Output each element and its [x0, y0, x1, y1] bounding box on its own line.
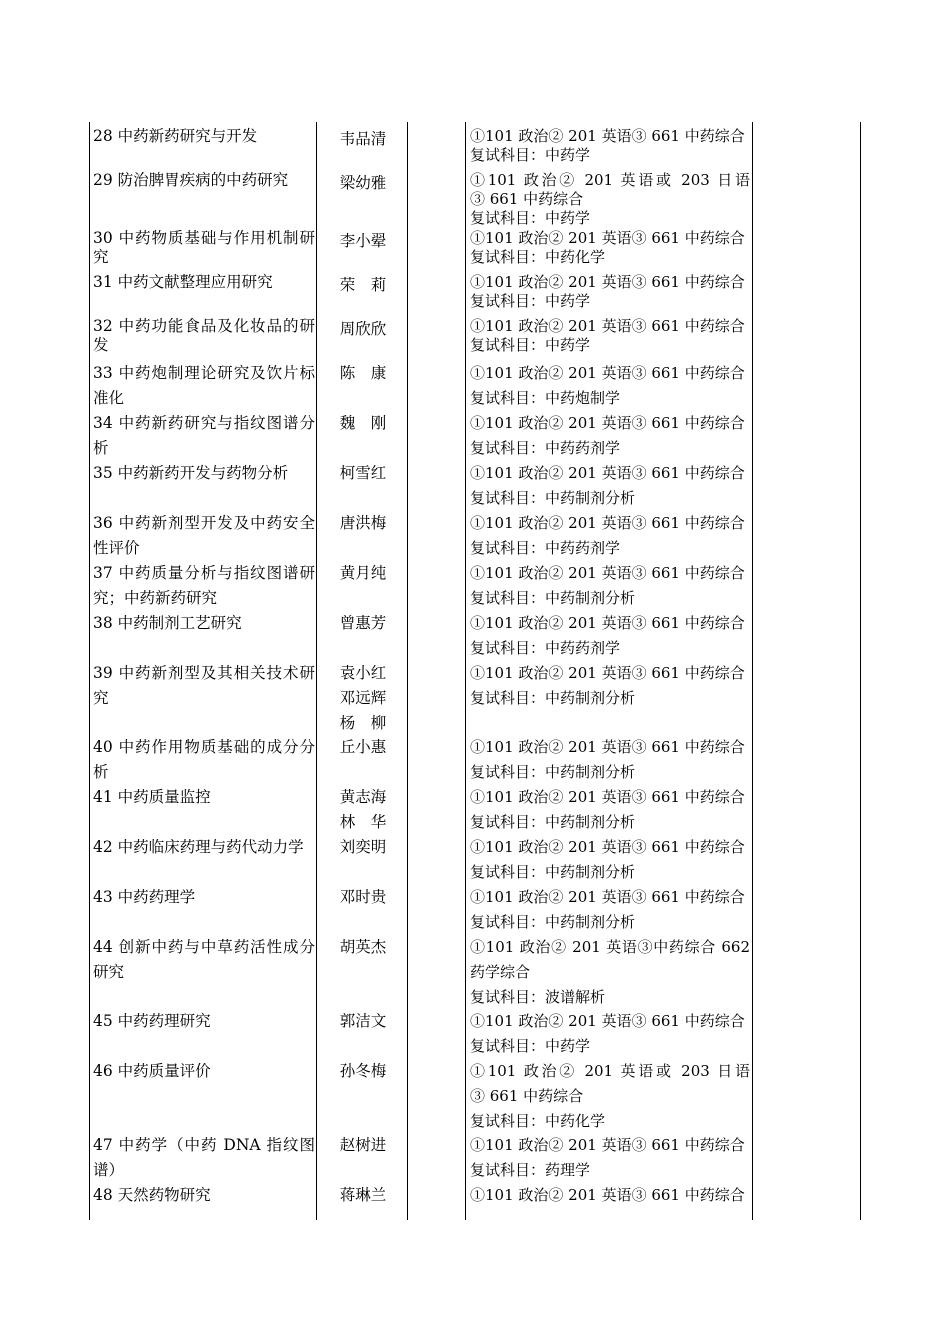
exam-subjects-cell — [470, 317, 750, 355]
retest-subject: 复试科目：中药制剂分析 — [470, 763, 636, 781]
tutor-name: 蒋琳兰 — [339, 1186, 387, 1204]
research-direction-cell: 31 中药文献整理应用研究 — [93, 273, 273, 291]
column-divider — [407, 122, 408, 1220]
research-direction-cell: 30 中药物质基础与作用机制研究 — [93, 229, 315, 266]
retest-subject: 复试科目：中药制剂分析 — [470, 913, 636, 931]
tutor-name: 刘奕明 — [339, 838, 387, 856]
retest-subject: 复试科目：中药学 — [470, 1037, 591, 1055]
exam-subjects-cell — [470, 511, 750, 561]
exam-line: ①101 政治② 201 英语③ 661 中药综合 — [470, 564, 745, 582]
research-direction-cell: 28 中药新药研究与开发 — [93, 127, 258, 145]
exam-line: ①101 政治② 201 英语③ 661 中药综合 — [470, 664, 745, 682]
tutor-name: 周欣欣 — [339, 320, 387, 338]
column-divider — [316, 122, 317, 1220]
tutor-cell — [337, 171, 393, 196]
tutor-name: 魏 刚 — [339, 414, 387, 432]
exam-line: ①101 政治② 201 英语③ 661 中药综合 — [470, 464, 745, 482]
exam-subjects-cell — [470, 935, 750, 1010]
tutor-name: 林 华 — [339, 813, 387, 831]
retest-subject: 复试科目：中药制剂分析 — [470, 689, 636, 707]
retest-subject: 复试科目：波谱解析 — [470, 988, 606, 1006]
tutor-name: 邓远辉 — [339, 689, 387, 707]
tutor-cell — [337, 127, 393, 152]
tutor-cell — [337, 1133, 393, 1158]
exam-subjects-cell — [470, 127, 750, 165]
tutor-cell — [337, 735, 393, 760]
exam-line: ①101 政治② 201 英语或 203 日语 — [470, 171, 750, 189]
retest-subject: 复试科目：中药学 — [470, 292, 591, 310]
exam-subjects-cell — [470, 411, 750, 461]
research-direction-cell: 48 天然药物研究 — [93, 1186, 211, 1204]
tutor-cell — [337, 461, 393, 486]
exam-line: ①101 政治② 201 英语③ 661 中药综合 — [470, 364, 745, 382]
exam-line: ①101 政治② 201 英语③ 661 中药综合 — [470, 514, 745, 532]
research-direction-cell: 44 创新中药与中草药活性成分研究 — [93, 938, 315, 981]
exam-subjects-cell — [470, 361, 750, 411]
tutor-cell — [337, 361, 393, 386]
tutor-cell — [337, 661, 393, 736]
tutor-name: 袁小红 — [339, 664, 387, 682]
tutor-cell — [337, 229, 393, 254]
exam-subjects-cell — [470, 1183, 750, 1208]
tutor-name: 唐洪梅 — [339, 514, 387, 532]
research-direction-cell: 40 中药作用物质基础的成分分析 — [93, 738, 315, 781]
tutor-name: 黄月纯 — [339, 564, 387, 582]
column-divider — [89, 122, 90, 1220]
research-direction-cell: 32 中药功能食品及化妆品的研发 — [93, 317, 315, 354]
exam-subjects-cell — [470, 561, 750, 611]
exam-line: ①101 政治② 201 英语③ 661 中药综合 — [470, 888, 745, 906]
exam-line: ①101 政治② 201 英语③ 661 中药综合 — [470, 838, 745, 856]
column-divider — [465, 122, 466, 1220]
exam-line: ①101 政治② 201 英语③ 661 中药综合 — [470, 1136, 745, 1154]
tutor-name: 曾惠芳 — [339, 614, 387, 632]
tutor-cell — [337, 1059, 393, 1084]
exam-subjects-cell — [470, 461, 750, 511]
tutor-name: 柯雪红 — [339, 464, 387, 482]
retest-subject: 复试科目：药理学 — [470, 1161, 591, 1179]
exam-line: ①101 政治② 201 英语或 203 日语 — [470, 1062, 750, 1080]
tutor-name: 孙冬梅 — [339, 1062, 387, 1080]
tutor-name: 李小翚 — [339, 232, 387, 250]
retest-subject: 复试科目：中药药剂学 — [470, 439, 621, 457]
retest-subject: 复试科目：中药学 — [470, 336, 591, 354]
tutor-cell — [337, 411, 393, 436]
retest-subject: 复试科目：中药制剂分析 — [470, 863, 636, 881]
exam-subjects-cell — [470, 661, 750, 711]
retest-subject: 复试科目：中药化学 — [470, 1112, 606, 1130]
retest-subject: 复试科目：中药炮制学 — [470, 389, 621, 407]
exam-subjects-cell — [470, 1059, 750, 1134]
retest-subject: 复试科目：中药制剂分析 — [470, 489, 636, 507]
research-direction-cell: 35 中药新药开发与药物分析 — [93, 464, 289, 482]
retest-subject: 复试科目：中药学 — [470, 209, 591, 227]
exam-line: ①101 政治② 201 英语③ 661 中药综合 — [470, 127, 745, 145]
tutor-cell — [337, 835, 393, 860]
exam-line: ①101 政治② 201 英语③ 661 中药综合 — [470, 614, 745, 632]
exam-line: ①101 政治② 201 英语③ 661 中药综合 — [470, 317, 745, 335]
research-direction-cell: 43 中药药理学 — [93, 888, 196, 906]
exam-line: ①101 政治② 201 英语③中药综合 662 — [470, 938, 750, 956]
tutor-name: 赵树进 — [339, 1136, 387, 1154]
exam-line: ①101 政治② 201 英语③ 661 中药综合 — [470, 788, 745, 806]
exam-line: ①101 政治② 201 英语③ 661 中药综合 — [470, 273, 745, 291]
exam-subjects-cell — [470, 1133, 750, 1183]
research-direction-cell: 45 中药药理研究 — [93, 1012, 211, 1030]
exam-subjects-cell — [470, 273, 750, 311]
exam-line: ③ 661 中药综合 — [470, 1087, 584, 1105]
exam-subjects-cell — [470, 885, 750, 935]
retest-subject: 复试科目：中药制剂分析 — [470, 813, 636, 831]
tutor-name: 梁幼雅 — [339, 174, 387, 192]
exam-line: 药学综合 — [470, 963, 531, 981]
tutor-cell — [337, 885, 393, 910]
research-direction-cell: 34 中药新药研究与指纹图谱分析 — [93, 414, 315, 457]
research-direction-cell: 36 中药新剂型开发及中药安全性评价 — [93, 514, 315, 557]
exam-line: ①101 政治② 201 英语③ 661 中药综合 — [470, 229, 745, 247]
tutor-cell — [337, 935, 393, 960]
research-direction-cell: 46 中药质量评价 — [93, 1062, 211, 1080]
exam-line: ①101 政治② 201 英语③ 661 中药综合 — [470, 1186, 745, 1204]
exam-subjects-cell — [470, 611, 750, 661]
retest-subject: 复试科目：中药学 — [470, 146, 591, 164]
exam-subjects-cell — [470, 785, 750, 835]
tutor-cell — [337, 561, 393, 586]
tutor-name: 韦品清 — [339, 130, 387, 148]
tutor-cell — [337, 1009, 393, 1034]
tutor-cell — [337, 317, 393, 342]
tutor-name: 胡英杰 — [339, 938, 387, 956]
tutor-name: 黄志海 — [339, 788, 387, 806]
tutor-cell — [337, 785, 393, 835]
tutor-cell — [337, 511, 393, 536]
column-divider — [752, 122, 753, 1220]
tutor-name: 杨 柳 — [339, 714, 387, 732]
exam-subjects-cell — [470, 835, 750, 885]
retest-subject: 复试科目：中药药剂学 — [470, 539, 621, 557]
exam-line: ①101 政治② 201 英语③ 661 中药综合 — [470, 738, 745, 756]
research-direction-cell: 33 中药炮制理论研究及饮片标准化 — [93, 364, 315, 407]
research-direction-cell: 39 中药新剂型及其相关技术研究 — [93, 664, 315, 707]
exam-line: ①101 政治② 201 英语③ 661 中药综合 — [470, 414, 745, 432]
research-direction-cell: 47 中药学（中药 DNA 指纹图谱） — [93, 1136, 315, 1179]
retest-subject: 复试科目：中药制剂分析 — [470, 589, 636, 607]
tutor-name: 邓时贵 — [339, 888, 387, 906]
exam-line: ①101 政治② 201 英语③ 661 中药综合 — [470, 1012, 745, 1030]
exam-subjects-cell — [470, 229, 750, 267]
column-divider — [860, 122, 861, 1220]
tutor-name: 丘小惠 — [339, 738, 387, 756]
retest-subject: 复试科目：中药化学 — [470, 248, 606, 266]
tutor-name: 陈 康 — [339, 364, 387, 382]
retest-subject: 复试科目：中药药剂学 — [470, 639, 621, 657]
research-direction-cell: 37 中药质量分析与指纹图谱研究；中药新药研究 — [93, 564, 315, 607]
research-direction-cell: 42 中药临床药理与药代动力学 — [93, 838, 304, 856]
exam-line: ③ 661 中药综合 — [470, 190, 584, 208]
tutor-cell — [337, 611, 393, 636]
tutor-cell — [337, 1183, 393, 1208]
research-direction-cell: 38 中药制剂工艺研究 — [93, 614, 242, 632]
tutor-cell — [337, 273, 393, 298]
exam-subjects-cell — [470, 171, 750, 228]
research-direction-cell: 29 防治脾胃疾病的中药研究 — [93, 171, 289, 189]
exam-subjects-cell — [470, 735, 750, 785]
exam-subjects-cell — [470, 1009, 750, 1059]
research-direction-cell: 41 中药质量监控 — [93, 788, 211, 806]
tutor-name: 荣 莉 — [339, 276, 387, 294]
tutor-name: 郭洁文 — [339, 1012, 387, 1030]
